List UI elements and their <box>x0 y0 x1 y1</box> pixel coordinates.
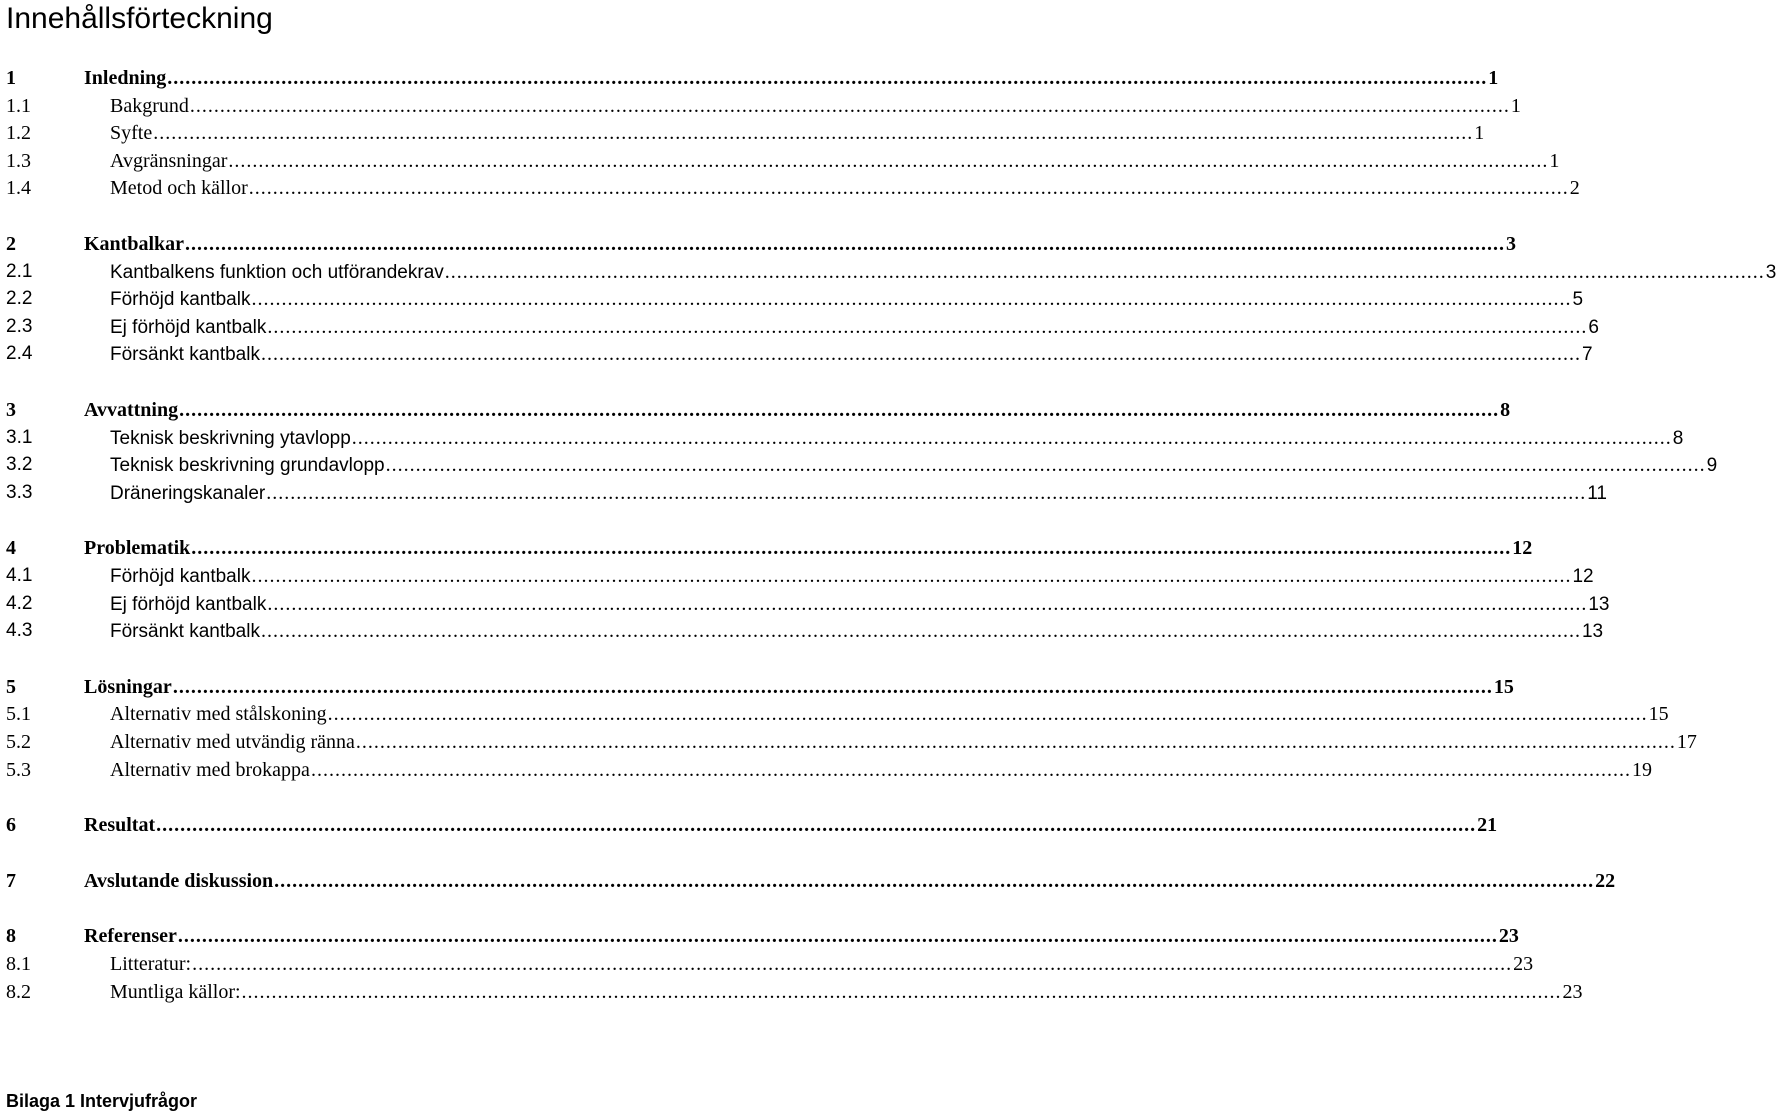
toc-label: Metod och källor <box>110 177 248 200</box>
toc-number: 5.1 <box>6 703 31 726</box>
toc-number: 2.1 <box>6 260 33 282</box>
toc-chapter-row[interactable] <box>0 673 1514 701</box>
toc-page-number: 12 <box>1512 537 1533 560</box>
toc-entry <box>110 479 1607 508</box>
toc-entry <box>110 92 1521 120</box>
dot-leader: ............................................................................................................................................................................................................................ <box>241 980 1562 1003</box>
toc-page-number: 9 <box>1706 455 1718 477</box>
toc-label: Försänkt kantbalk <box>110 621 260 643</box>
toc-entry <box>84 811 1498 839</box>
toc-entry <box>110 174 1580 202</box>
toc-page-number: 19 <box>1631 758 1652 781</box>
toc-label: Teknisk beskrivning grundavlopp <box>110 455 385 477</box>
toc-number: 3 <box>6 399 16 421</box>
dot-leader: ............................................................................................................................................................................................................................ <box>260 343 1581 366</box>
toc-section-row[interactable] <box>0 700 1669 728</box>
dot-leader: ............................................................................................................................................................................................................................ <box>266 481 1587 504</box>
toc-number: 3.2 <box>6 454 33 476</box>
toc-entry <box>110 258 1776 287</box>
toc-label: Inledning <box>84 67 167 89</box>
toc-number: 8 <box>6 925 16 948</box>
toc-page-number: 1 <box>1510 94 1521 117</box>
toc-label: Dräneringskanaler <box>110 482 266 504</box>
toc-page-number: 15 <box>1493 675 1514 698</box>
toc-number: 4.3 <box>6 620 33 642</box>
toc-chapter-row[interactable] <box>0 922 1519 950</box>
toc-label: Förhöjd kantbalk <box>110 566 251 587</box>
toc-label: Problematik <box>84 537 191 560</box>
toc-chapter-row[interactable] <box>0 230 1517 258</box>
dot-leader: ............................................................................................................................................................................................................................ <box>228 149 1549 172</box>
toc-entry <box>110 285 1584 314</box>
dot-leader: ............................................................................................................................................................................................................................ <box>251 565 1572 587</box>
toc-number: 8.1 <box>6 953 31 975</box>
toc-label: Försänkt kantbalk <box>110 344 260 366</box>
toc-page-number: 8 <box>1672 427 1684 449</box>
toc-label: Kantbalkens funktion och utförandekrav <box>110 261 444 283</box>
dot-leader: ............................................................................................................................................................................................................................ <box>355 731 1676 753</box>
toc-label: Avgränsningar <box>110 149 228 172</box>
toc-chapter-row[interactable] <box>0 534 1533 562</box>
toc-section-row[interactable] <box>0 728 1697 756</box>
toc-number: 4.1 <box>6 565 33 586</box>
toc-entry <box>110 562 1594 591</box>
toc-page-number: 1 <box>1474 122 1485 145</box>
toc-section-row[interactable] <box>0 285 1584 313</box>
toc-entry <box>110 590 1610 619</box>
toc-section-row[interactable] <box>0 950 1534 978</box>
toc-label: Ej förhöjd kantbalk <box>110 316 267 338</box>
dot-leader: ............................................................................................................................................................................................................................ <box>156 814 1477 837</box>
toc-entry <box>110 728 1697 756</box>
toc-page-number: 22 <box>1595 869 1616 892</box>
dot-leader: ............................................................................................................................................................................................................................ <box>267 592 1588 615</box>
toc-section-row[interactable] <box>0 562 1594 590</box>
toc-section-row[interactable] <box>0 451 1718 479</box>
toc-section-row[interactable] <box>0 340 1593 368</box>
toc-entry <box>110 978 1583 1006</box>
toc-entry <box>110 756 1652 784</box>
toc-entry <box>110 617 1604 646</box>
toc-number: 5.2 <box>6 731 31 753</box>
dot-leader: ............................................................................................................................................................................................................................ <box>177 925 1498 948</box>
toc-number: 7 <box>6 869 16 892</box>
toc-number: 8.2 <box>6 980 31 1003</box>
toc-number: 3.1 <box>6 426 33 448</box>
toc-page-number: 1 <box>1488 67 1499 89</box>
toc-number: 2.3 <box>6 315 33 337</box>
toc-page-number: 3 <box>1506 233 1517 255</box>
toc-section-row[interactable] <box>0 92 1521 120</box>
dot-leader: ............................................................................................................................................................................................................................ <box>310 758 1631 781</box>
toc-page-number: 1 <box>1549 149 1560 172</box>
toc-number: 1.3 <box>6 149 31 172</box>
toc-label: Resultat <box>84 814 156 837</box>
toc-label: Teknisk beskrivning ytavlopp <box>110 427 351 449</box>
toc-entry <box>84 922 1519 950</box>
toc-page-number: 13 <box>1588 593 1610 615</box>
toc-chapter-row[interactable] <box>0 867 1616 895</box>
toc-label: Avslutande diskussion <box>84 869 274 892</box>
toc-label: Kantbalkar <box>84 233 185 255</box>
toc-page-number: 17 <box>1676 731 1697 753</box>
dot-leader: ............................................................................................................................................................................................................................ <box>267 315 1588 338</box>
toc-entry <box>84 534 1533 562</box>
toc-entry <box>110 147 1560 175</box>
toc-number: 6 <box>6 814 16 837</box>
toc-number: 1.1 <box>6 94 31 117</box>
dot-leader: ............................................................................................................................................................................................................................ <box>444 260 1765 283</box>
toc-entry <box>84 673 1514 701</box>
toc-page-number: 5 <box>1572 289 1584 311</box>
dot-leader: ............................................................................................................................................................................................................................ <box>153 122 1474 145</box>
toc-entry <box>110 700 1669 728</box>
toc-section-row[interactable] <box>0 313 1599 341</box>
toc-page-number: 7 <box>1581 344 1593 366</box>
toc-page-number: 6 <box>1588 316 1599 338</box>
toc-section-row[interactable] <box>0 174 1580 202</box>
toc-number: 5.3 <box>6 758 31 781</box>
toc-label: Alternativ med stålskoning <box>110 703 327 726</box>
page-title: Innehållsförteckning <box>6 2 273 35</box>
toc-entry <box>84 64 1499 92</box>
toc-number: 4 <box>6 537 16 560</box>
dot-leader: ............................................................................................................................................................................................................................ <box>260 620 1581 643</box>
toc-number: 2.4 <box>6 343 33 365</box>
toc-section-row[interactable] <box>0 119 1485 147</box>
toc-label: Syfte <box>110 122 153 145</box>
toc-number: 2 <box>6 233 16 255</box>
dot-leader: ............................................................................................................................................................................................................................ <box>191 537 1512 560</box>
toc-page-number: 23 <box>1562 980 1583 1003</box>
toc-page-number: 23 <box>1513 953 1534 975</box>
toc-page-number: 23 <box>1498 925 1519 948</box>
toc-label: Avvattning <box>84 399 179 421</box>
dot-leader: ............................................................................................................................................................................................................................ <box>167 67 1488 89</box>
toc-page-number: 3 <box>1765 261 1776 283</box>
dot-leader: ............................................................................................................................................................................................................................ <box>274 869 1595 892</box>
toc-entry <box>110 119 1485 147</box>
dot-leader: ............................................................................................................................................................................................................................ <box>192 953 1513 975</box>
toc-section-row[interactable] <box>0 590 1610 618</box>
toc-section-row[interactable] <box>0 978 1583 1006</box>
toc-page-number: 15 <box>1648 703 1669 726</box>
toc-number: 1 <box>6 67 16 89</box>
dot-leader: ............................................................................................................................................................................................................................ <box>351 426 1672 449</box>
toc-section-row[interactable] <box>0 424 1684 452</box>
toc-label: Bakgrund <box>110 94 189 117</box>
toc-section-row[interactable] <box>0 479 1607 507</box>
toc-label: Litteratur: <box>110 953 192 975</box>
dot-leader: ............................................................................................................................................................................................................................ <box>189 94 1510 117</box>
toc-number: 1.2 <box>6 122 31 145</box>
dot-leader: ............................................................................................................................................................................................................................ <box>185 233 1506 255</box>
toc-number: 5 <box>6 675 16 698</box>
toc-number: 3.3 <box>6 481 33 503</box>
toc-section-row[interactable] <box>0 756 1652 784</box>
toc-entry <box>84 867 1616 895</box>
toc-page-number: 2 <box>1569 177 1580 200</box>
dot-leader: ............................................................................................................................................................................................................................ <box>179 399 1500 421</box>
appendix-heading: Bilaga 1 Intervjufrågor <box>6 1091 198 1111</box>
toc-entry <box>110 313 1599 342</box>
toc-chapter-row[interactable] <box>0 64 1499 92</box>
toc-chapter-row[interactable] <box>0 811 1498 839</box>
toc-page-number: 13 <box>1581 621 1604 643</box>
toc-page-number: 12 <box>1572 566 1594 587</box>
toc-entry <box>84 230 1517 258</box>
dot-leader: ............................................................................................................................................................................................................................ <box>248 177 1569 200</box>
dot-leader: ............................................................................................................................................................................................................................ <box>172 675 1493 698</box>
toc-section-row[interactable] <box>0 617 1604 645</box>
toc-label: Muntliga källor: <box>110 980 241 1003</box>
toc-entry <box>110 340 1593 369</box>
toc-entry <box>84 396 1511 424</box>
toc-entry <box>110 950 1534 978</box>
toc-entry <box>110 424 1684 453</box>
toc-chapter-row[interactable] <box>0 396 1511 424</box>
toc-page-number: 21 <box>1477 814 1498 837</box>
toc-page-number: 8 <box>1500 399 1511 421</box>
toc-number: 1.4 <box>6 177 31 200</box>
dot-leader: ............................................................................................................................................................................................................................ <box>251 288 1572 311</box>
toc-entry <box>110 451 1718 480</box>
toc-label: Förhöjd kantbalk <box>110 289 251 311</box>
toc-page-number: 11 <box>1587 482 1607 504</box>
toc-label: Alternativ med brokappa <box>110 758 310 781</box>
toc-section-row[interactable] <box>0 147 1560 175</box>
dot-leader: ............................................................................................................................................................................................................................ <box>327 703 1648 726</box>
toc-label: Referenser <box>84 925 177 948</box>
toc-label: Alternativ med utvändig ränna <box>110 731 355 753</box>
toc-number: 4.2 <box>6 592 33 614</box>
toc-number: 2.2 <box>6 288 33 310</box>
toc-section-row[interactable] <box>0 258 1776 286</box>
toc-label: Lösningar <box>84 675 172 698</box>
dot-leader: ............................................................................................................................................................................................................................ <box>385 454 1706 477</box>
toc-label: Ej förhöjd kantbalk <box>110 593 267 615</box>
